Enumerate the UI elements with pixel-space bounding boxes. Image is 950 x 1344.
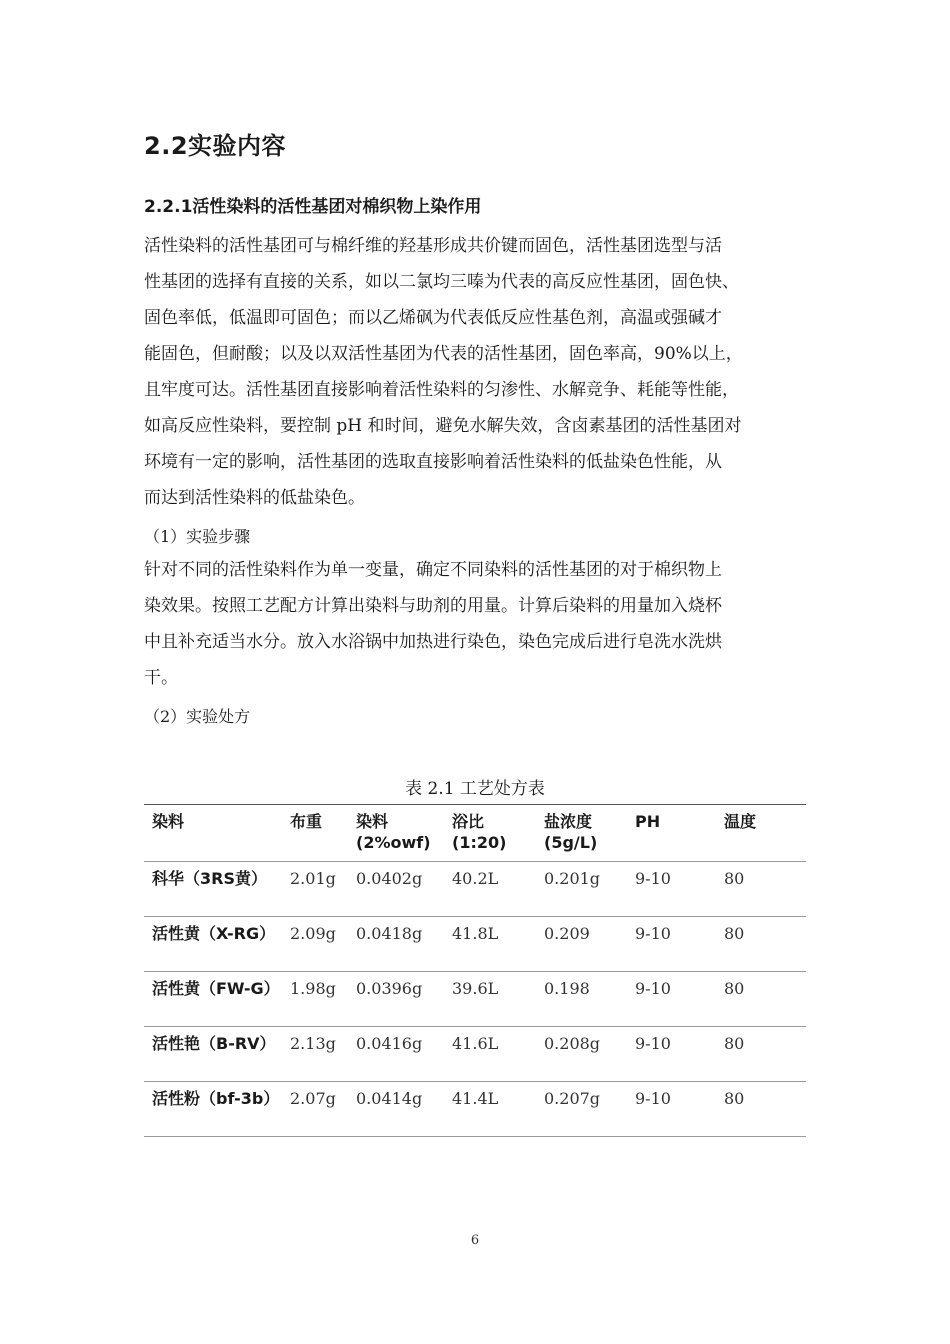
- table-row: [144, 972, 806, 1027]
- table-cell: 2.07g: [290, 1089, 336, 1108]
- paragraph-line: 性基团的选择有直接的关系，如以二氯均三嗪为代表的高反应性基团，固色快、: [144, 272, 739, 292]
- table-cell-dye: 活性黄（X-RG）: [152, 924, 276, 943]
- table-cell: 9-10: [635, 869, 671, 888]
- column-header: 温度: [724, 812, 757, 831]
- table-cell: 80: [724, 1089, 745, 1108]
- table-cell: 0.0414g: [356, 1089, 423, 1108]
- paragraph-line: 且牢度可达。活性基团直接影响着活性染料的匀渗性、水解竞争、耗能等性能，: [144, 380, 739, 400]
- page-number: 6: [470, 1233, 480, 1248]
- paragraph-line: 能固色，但耐酸；以及以双活性基团为代表的活性基团，固色率高，90%以上，: [144, 344, 743, 364]
- table-cell-dye: 活性粉（bf-3b）: [152, 1089, 280, 1108]
- paragraph-line: 活性染料的活性基团可与棉纤维的羟基形成共价键而固色，活性基团选型与活: [144, 236, 722, 256]
- table-cell: 80: [724, 979, 745, 998]
- table-cell: 0.198: [544, 979, 590, 998]
- paragraph-reactive-groups: [144, 228, 819, 516]
- paragraph-line: 如高反应性染料，要控制 pH 和时间，避免水解失效，含卤素基团的活性基团对: [144, 416, 742, 436]
- step-heading-procedure: （1）实验步骤: [144, 527, 251, 546]
- table-cell-dye: 科华（3RS黄）: [152, 869, 267, 888]
- table-cell: 41.4L: [452, 1089, 499, 1108]
- table-cell: 0.0416g: [356, 1034, 423, 1053]
- column-header: 盐浓度(5g/L): [544, 812, 598, 852]
- paragraph-line: 而达到活性染料的低盐染色。: [144, 488, 365, 508]
- table-cell: 41.8L: [452, 924, 499, 943]
- table-row: [144, 862, 806, 917]
- table-cell: 9-10: [635, 1089, 671, 1108]
- table-cell: 0.0402g: [356, 869, 423, 888]
- table-cell: 0.207g: [544, 1089, 601, 1108]
- table-cell: 0.0396g: [356, 979, 423, 998]
- table-cell: 39.6L: [452, 979, 499, 998]
- subsection-heading: 2.2.1活性染料的活性基团对棉织物上染作用: [144, 197, 482, 217]
- table-cell-dye: 活性黄（FW-G）: [152, 979, 280, 998]
- section-heading: 2.2实验内容: [144, 132, 287, 160]
- paragraph-procedure: [144, 552, 819, 696]
- table-cell: 9-10: [635, 979, 671, 998]
- table-cell: 2.13g: [290, 1034, 336, 1053]
- table-cell: 9-10: [635, 924, 671, 943]
- table-cell: 2.01g: [290, 869, 336, 888]
- paragraph-line: 染效果。按照工艺配方计算出染料与助剂的用量。计算后染料的用量加入烧杯: [144, 596, 722, 616]
- table-cell: 41.6L: [452, 1034, 499, 1053]
- table-cell: 0.209: [544, 924, 590, 943]
- table-cell: 80: [724, 869, 745, 888]
- table-cell: 40.2L: [452, 869, 499, 888]
- table-cell: 0.208g: [544, 1034, 601, 1053]
- table-cell: 0.0418g: [356, 924, 423, 943]
- column-header: PH: [635, 812, 661, 831]
- column-header: 浴比(1:20): [452, 812, 507, 852]
- table-row: [144, 1082, 806, 1137]
- table-cell: 9-10: [635, 1034, 671, 1053]
- table-row: [144, 1027, 806, 1082]
- table-cell: 0.201g: [544, 869, 601, 888]
- table-cell: 80: [724, 924, 745, 943]
- paragraph-line: 环境有一定的影响，活性基团的选取直接影响着活性染料的低盐染色性能，从: [144, 452, 722, 472]
- table-cell: 2.09g: [290, 924, 336, 943]
- table-cell: 80: [724, 1034, 745, 1053]
- table-cell: 1.98g: [290, 979, 336, 998]
- recipe-table: [144, 804, 806, 1137]
- table-header-row: [144, 805, 806, 862]
- column-header: 布重: [290, 812, 323, 831]
- step-heading-recipe: （2）实验处方: [144, 707, 251, 726]
- paragraph-line: 针对不同的活性染料作为单一变量，确定不同染料的活性基团的对于棉织物上: [144, 560, 722, 580]
- paragraph-line: 固色率低，低温即可固色；而以乙烯砜为代表低反应性基色剂，高温或强碱才: [144, 308, 722, 328]
- column-header: 染料: [152, 812, 185, 831]
- paragraph-line: 干。: [144, 668, 178, 688]
- table-cell-dye: 活性艳（B-RV）: [152, 1034, 276, 1053]
- table-caption: 表 2.1 工艺处方表: [405, 779, 545, 799]
- column-header: 染料(2%owf): [356, 812, 431, 852]
- paragraph-line: 中且补充适当水分。放入水浴锅中加热进行染色，染色完成后进行皂洗水洗烘: [144, 632, 722, 652]
- table-row: [144, 917, 806, 972]
